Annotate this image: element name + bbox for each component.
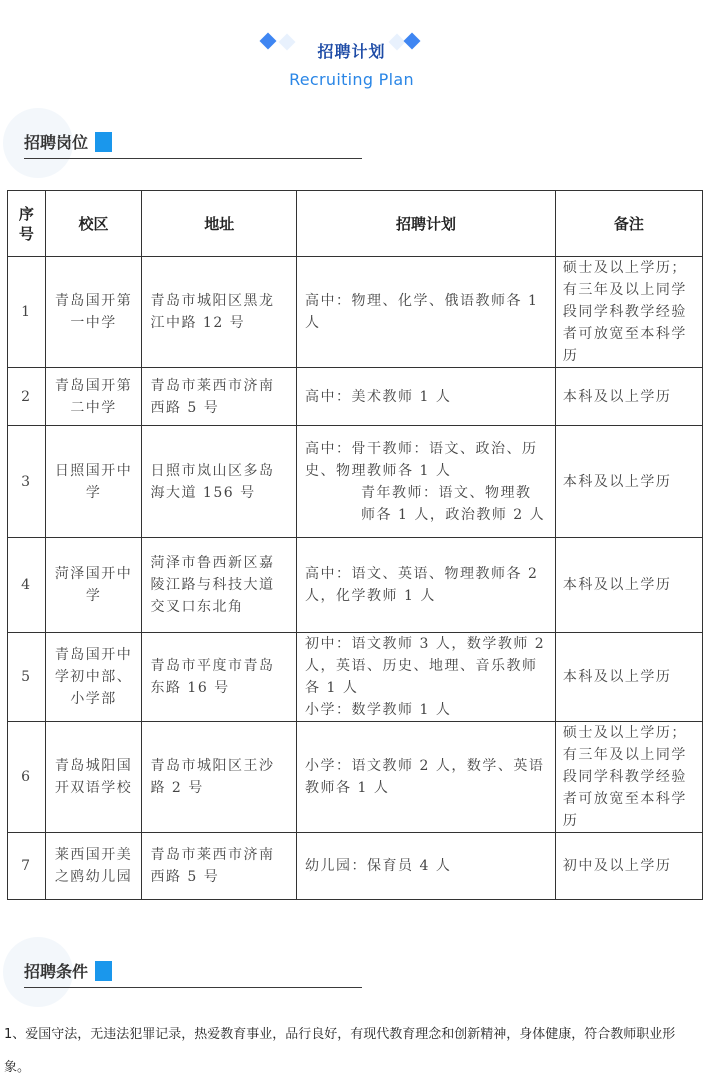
header-address: 地址 [142, 191, 297, 257]
table-row [8, 538, 703, 633]
plan-line: 小学：数学教师 1 人 [305, 702, 452, 718]
plan-line: 高中：语文、英语、物理教师各 2 人，化学教师 1 人 [305, 566, 539, 604]
recruiting-plan-banner [0, 28, 703, 98]
cell-no: 7 [8, 833, 46, 900]
cell-campus: 莱西国开美之鸥幼儿园 [45, 833, 142, 900]
header-campus: 校区 [45, 191, 142, 257]
cell-campus: 青岛国开第一中学 [45, 257, 142, 368]
banner-title: 招聘计划 [317, 42, 386, 61]
cell-no: 6 [8, 722, 46, 833]
cell-note: 本科及以上学历 [555, 538, 702, 633]
table-row [8, 368, 703, 426]
cell-address: 青岛市城阳区黑龙江中路 12 号 [142, 257, 297, 368]
plan-line: 青年教师：语文、物理教师各 1 人，政治教师 2 人 [361, 484, 546, 523]
section-heading-conditions [0, 929, 380, 999]
cell-no: 3 [8, 426, 46, 538]
cell-plan [297, 538, 556, 633]
cell-campus: 日照国开中学 [45, 426, 142, 538]
plan-line: 高中：物理、化学、俄语教师各 1 人 [305, 293, 539, 331]
section-title: 招聘条件 [24, 962, 89, 981]
cell-plan [297, 633, 556, 722]
square-marker-icon [95, 132, 112, 152]
cell-note: 硕士及以上学历；有三年及以上同学段同学科教学经验者可放宽至本科学历 [555, 722, 702, 833]
cell-campus: 青岛国开第二中学 [45, 368, 142, 426]
header-no: 序号 [8, 191, 46, 257]
section-divider [24, 987, 362, 988]
cell-note: 硕士及以上学历；有三年及以上同学段同学科教学经验者可放宽至本科学历 [555, 257, 702, 368]
plan-line: 高中：骨干教师：语文、政治、历史、物理教师各 1 人 [305, 440, 538, 479]
cell-no: 2 [8, 368, 46, 426]
cell-plan [297, 426, 556, 538]
condition-item: 1、爱国守法，无违法犯罪记录，热爱教育事业，品行良好，有现代教育理念和创新精神，身体健康，符合教师职业形象。 [4, 1027, 676, 1075]
header-note: 备注 [555, 191, 702, 257]
section-title: 招聘岗位 [24, 133, 89, 152]
table-row [8, 833, 703, 900]
plan-line: 高中：美术教师 1 人 [305, 388, 452, 405]
cell-note: 本科及以上学历 [555, 633, 702, 722]
plan-line: 幼儿园：保育员 4 人 [305, 858, 452, 874]
cell-address: 青岛市城阳区王沙路 2 号 [142, 722, 297, 833]
cell-no: 1 [8, 257, 46, 368]
cell-campus: 青岛城阳国开双语学校 [45, 722, 142, 833]
cell-address: 日照市岚山区多岛海大道 156 号 [142, 426, 297, 538]
cell-no: 4 [8, 538, 46, 633]
cell-campus: 青岛国开中学初中部、小学部 [45, 633, 142, 722]
cell-address: 青岛市莱西市济南西路 5 号 [142, 833, 297, 900]
table-row [8, 257, 703, 368]
cell-plan [297, 368, 556, 426]
cell-note: 本科及以上学历 [555, 368, 702, 426]
section-divider [24, 158, 362, 159]
plan-line: 小学：语文教师 2 人，数学、英语教师各 1 人 [305, 758, 545, 796]
cell-campus: 菏泽国开中学 [45, 538, 142, 633]
section-heading-positions [0, 100, 380, 170]
banner-subtitle: Recruiting Plan [289, 70, 414, 89]
table-row [8, 426, 703, 538]
cell-note: 本科及以上学历 [555, 426, 702, 538]
positions-table [7, 190, 703, 900]
cell-plan [297, 833, 556, 900]
table-row [8, 633, 703, 722]
cell-address: 青岛市莱西市济南西路 5 号 [142, 368, 297, 426]
cell-plan [297, 722, 556, 833]
table-header-row [8, 191, 703, 257]
header-plan: 招聘计划 [297, 191, 556, 257]
cell-plan [297, 257, 556, 368]
plan-line: 初中：语文教师 3 人，数学教师 2 人，英语、历史、地理、音乐教师各 1 人 [305, 636, 546, 696]
cell-no: 5 [8, 633, 46, 722]
square-marker-icon [95, 961, 112, 981]
table-row [8, 722, 703, 833]
cell-address: 青岛市平度市青岛东路 16 号 [142, 633, 297, 722]
cell-address: 菏泽市鲁西新区嘉陵江路与科技大道交叉口东北角 [142, 538, 297, 633]
cell-note: 初中及以上学历 [555, 833, 702, 900]
